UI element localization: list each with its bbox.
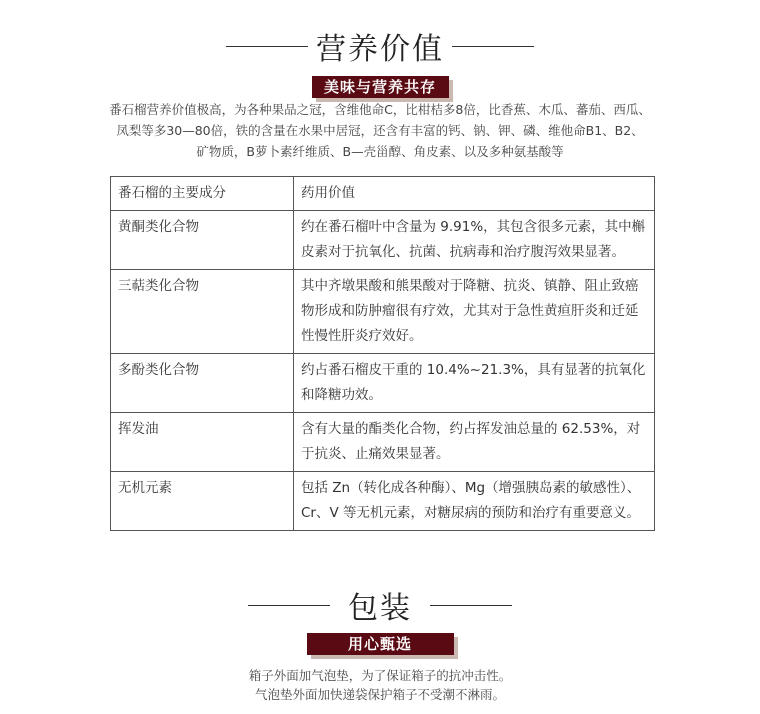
cell-component: 多酚类化合物 <box>111 354 294 413</box>
packaging-line: 气泡垫外面加快递袋保护箱子不受潮不淋雨。 <box>254 687 505 702</box>
title-divider-left <box>248 605 330 606</box>
packaging-title: 包装 <box>348 591 412 626</box>
packaging-title-row <box>0 583 760 627</box>
packaging-subtitle-ribbon: 用心甄选 <box>307 633 454 655</box>
nutrition-section-header <box>0 24 760 98</box>
cell-component: 挥发油 <box>111 413 294 472</box>
packaging-section-header <box>0 583 760 655</box>
table-row <box>111 211 655 270</box>
header-medicinal-value: 药用价值 <box>294 177 655 211</box>
cell-component: 黄酮类化合物 <box>111 211 294 270</box>
intro-line: 矿物质，B萝卜素纤维质、B—壳甾醇、角皮素、以及多种氨基酸等 <box>196 144 564 159</box>
cell-value: 包括 Zn（转化成各种酶）、Mg（增强胰岛素的敏感性）、Cr、V 等无机元素，对糖尿病的预防和治疗有重要意义。 <box>294 472 655 531</box>
title-divider-right <box>430 605 512 606</box>
table-header-row <box>111 177 655 211</box>
table-row <box>111 354 655 413</box>
cell-component: 无机元素 <box>111 472 294 531</box>
table-row <box>111 472 655 531</box>
title-divider-right <box>452 46 534 47</box>
header-component: 番石榴的主要成分 <box>111 177 294 211</box>
title-divider-left <box>226 46 308 47</box>
nutrition-intro <box>60 99 700 162</box>
cell-value: 含有大量的酯类化合物，约占挥发油总量的 62.53%，对于抗炎、止痛效果显著。 <box>294 413 655 472</box>
nutrition-subtitle-ribbon: 美味与营养共存 <box>312 76 449 98</box>
components-table <box>110 176 655 531</box>
intro-line: 番石榴营养价值极高，为各种果品之冠，含维他命C，比柑桔多8倍，比香蕉、木瓜、蕃茄、西瓜、 <box>109 102 651 117</box>
packaging-description <box>0 666 760 704</box>
nutrition-title: 营养价值 <box>316 32 444 67</box>
cell-component: 三萜类化合物 <box>111 270 294 354</box>
intro-line: 凤梨等多30—80倍，铁的含量在水果中居冠，还含有丰富的钙、钠、钾、磷、维他命B1、B2、 <box>116 123 644 138</box>
cell-value: 约占番石榴皮干重的 10.4%~21.3%，具有显著的抗氧化和降糖功效。 <box>294 354 655 413</box>
table-row <box>111 413 655 472</box>
table-row <box>111 270 655 354</box>
cell-value: 约在番石榴叶中含量为 9.91%，其包含很多元素，其中槲皮素对于抗氧化、抗菌、抗病毒和治疗腹泻效果显著。 <box>294 211 655 270</box>
packaging-line: 箱子外面加气泡垫，为了保证箱子的抗冲击性。 <box>248 668 512 683</box>
nutrition-title-row <box>0 24 760 68</box>
cell-value: 其中齐墩果酸和熊果酸对于降糖、抗炎、镇静、阻止致癌物形成和防肿瘤很有疗效，尤其对于急性黄疸肝炎和迁延性慢性肝炎疗效好。 <box>294 270 655 354</box>
